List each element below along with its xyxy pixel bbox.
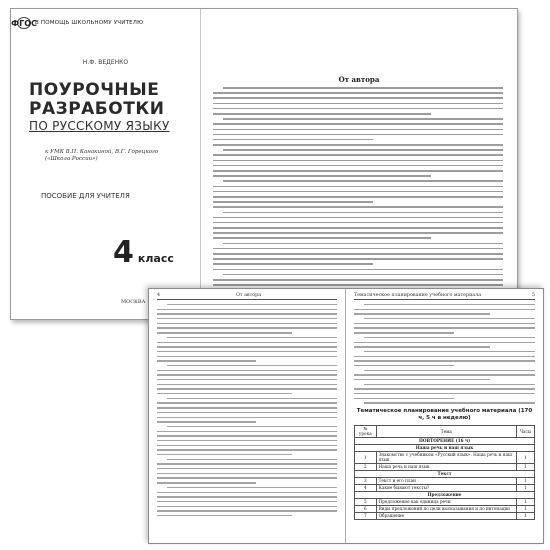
text-line <box>157 454 292 455</box>
inner-page-right <box>346 289 543 543</box>
book-spread-cover <box>10 8 518 320</box>
text-line <box>157 351 337 352</box>
page-number-left: 4 <box>157 293 161 298</box>
text-line <box>157 412 337 413</box>
text-line <box>223 274 503 276</box>
cover-subject: ПО РУССКОМУ ЯЗЫКУ <box>29 119 170 133</box>
text-line <box>167 459 337 460</box>
text-line <box>157 360 256 361</box>
series-title: В ПОМОЩЬ ШКОЛЬНОМУ УЧИТЕЛЮ <box>35 20 144 26</box>
lesson-number: 5 <box>355 498 377 505</box>
text-line <box>157 463 337 464</box>
text-line <box>213 201 373 203</box>
text-line <box>157 379 337 380</box>
text-line <box>354 393 535 394</box>
text-line <box>157 510 337 511</box>
header-topic: Тема <box>376 425 516 437</box>
text-line <box>157 417 337 418</box>
cover-title-line1: ПОУРОЧНЫЕ <box>29 80 160 100</box>
text-line <box>157 327 337 328</box>
text-line <box>167 398 337 399</box>
table-row <box>355 463 535 470</box>
text-line <box>354 313 490 314</box>
text-line <box>157 473 337 474</box>
text-line <box>213 222 503 224</box>
cover-grade <box>113 235 174 270</box>
section-title: ПОВТОРЕНИЕ (16 ч) <box>355 437 535 444</box>
lesson-topic: Знакомство с учебником «Русский язык». Наша речь и наш язык <box>376 451 516 463</box>
text-line <box>223 149 503 151</box>
text-line <box>157 482 256 483</box>
text-line <box>213 232 503 234</box>
lesson-topic: Обращение <box>376 512 516 519</box>
author-page-heading: От автора <box>338 75 380 84</box>
text-line <box>157 374 337 375</box>
text-line <box>364 370 535 371</box>
author-page <box>201 9 517 319</box>
text-line <box>213 103 503 105</box>
text-line <box>157 346 337 347</box>
cover-author: Н.Ф. ВЕДЕНКО <box>82 59 129 66</box>
author-page-body-text <box>213 87 503 315</box>
lesson-topic: Виды предложений по цели высказывания и по интонации <box>376 505 516 512</box>
text-line <box>213 170 503 172</box>
lesson-topic: Наша речь и наш язык <box>376 463 516 470</box>
text-line <box>213 129 503 131</box>
text-line <box>157 515 292 516</box>
table-section-row <box>355 470 535 477</box>
grade-number: 4 <box>113 235 134 270</box>
text-line <box>157 318 337 319</box>
text-line <box>157 431 337 432</box>
table-section-row <box>355 491 535 498</box>
text-line <box>213 196 503 198</box>
text-line <box>157 309 337 310</box>
text-line <box>354 360 535 361</box>
text-line <box>223 118 503 120</box>
table-row <box>355 484 535 491</box>
lesson-hours: 1 <box>517 484 535 491</box>
text-line <box>213 269 503 271</box>
text-line <box>354 309 535 310</box>
text-line <box>157 506 337 507</box>
text-line <box>167 487 337 488</box>
text-line <box>213 191 503 193</box>
text-line <box>157 313 337 314</box>
running-head-title-left: От автора <box>235 293 262 298</box>
text-line <box>157 501 337 502</box>
text-line <box>167 426 337 427</box>
text-line <box>213 92 503 94</box>
text-line <box>213 227 503 229</box>
text-line <box>157 421 256 422</box>
cover-title <box>29 81 189 119</box>
cover-audience: ПОСОБИЕ ДЛЯ УЧИТЕЛЯ <box>41 192 130 200</box>
section-title: Текст <box>355 470 535 477</box>
text-line <box>157 468 337 469</box>
cover-umk-note: к УМК В.П. Канакиной, В.Г. Горецкого («Школа России») <box>45 149 159 162</box>
table-row <box>355 505 535 512</box>
lesson-topic: Текст и его план <box>376 477 516 484</box>
inner-page-left <box>149 289 346 543</box>
text-line <box>157 440 337 441</box>
series-banner <box>11 17 195 29</box>
text-line <box>354 388 535 389</box>
lesson-number: 1 <box>355 451 377 463</box>
lesson-hours: 1 <box>517 498 535 505</box>
section-title: Наша речь и наш язык <box>355 444 535 451</box>
text-line <box>157 332 292 333</box>
book-cover <box>11 9 201 319</box>
text-line <box>157 393 292 394</box>
plan-title: Тематическое планирование учебного материала (170 ч, 5 ч в неделю) <box>356 407 533 421</box>
lesson-topic: Какие бывают тексты? <box>376 484 516 491</box>
publisher-city: МОСКВА <box>121 299 146 305</box>
text-line <box>223 87 503 89</box>
text-line <box>167 365 337 366</box>
text-line <box>213 284 503 286</box>
text-line <box>157 342 337 343</box>
lesson-hours: 1 <box>517 463 535 470</box>
text-line <box>354 365 454 366</box>
page-number-right: 5 <box>531 293 535 298</box>
text-line <box>157 496 337 497</box>
text-line <box>354 346 490 347</box>
text-line <box>354 332 454 333</box>
text-line <box>213 253 503 255</box>
fgos-logo-icon: ФГОС <box>11 18 37 28</box>
text-line <box>157 370 337 371</box>
text-line <box>157 445 337 446</box>
text-line <box>354 398 454 399</box>
text-line <box>213 108 503 110</box>
text-line <box>354 356 535 357</box>
text-line <box>354 323 535 324</box>
text-line <box>213 160 503 162</box>
table-row <box>355 477 535 484</box>
inner-right-body-text <box>354 304 535 404</box>
text-line <box>157 435 337 436</box>
book-spread-inner <box>148 288 544 544</box>
text-line <box>364 337 535 338</box>
text-line <box>364 304 535 305</box>
text-line <box>213 279 503 281</box>
text-line <box>167 304 337 305</box>
text-line <box>157 492 337 493</box>
text-line <box>354 374 535 375</box>
text-line <box>354 379 490 380</box>
text-line <box>157 388 337 389</box>
text-line <box>157 407 337 408</box>
section-title: Предложение <box>355 491 535 498</box>
text-line <box>213 248 503 250</box>
text-line <box>157 402 337 403</box>
text-line <box>213 175 431 177</box>
text-line <box>213 206 503 208</box>
text-line <box>157 449 337 450</box>
lesson-topic: Предложение как единица речи <box>376 498 516 505</box>
text-line <box>213 154 503 156</box>
text-line <box>213 186 503 188</box>
grade-word: класс <box>137 252 174 265</box>
text-line <box>157 477 337 478</box>
text-line <box>167 337 337 338</box>
lesson-number: 7 <box>355 512 377 519</box>
text-line <box>157 384 337 385</box>
text-line <box>157 356 337 357</box>
text-line <box>364 318 535 319</box>
text-line <box>223 243 503 245</box>
header-lesson-number: № урока <box>355 425 377 437</box>
table-row <box>355 451 535 463</box>
text-line <box>364 384 535 385</box>
table-row <box>355 512 535 519</box>
text-line <box>213 237 431 239</box>
text-line <box>213 97 503 99</box>
text-line <box>213 165 503 167</box>
lesson-hours: 1 <box>517 505 535 512</box>
plan-table <box>354 425 535 520</box>
table-section-row <box>355 437 535 444</box>
running-head-right <box>354 293 535 300</box>
header-hours: Часы <box>517 425 535 437</box>
text-line <box>354 327 535 328</box>
text-line <box>213 217 503 219</box>
lesson-hours: 1 <box>517 477 535 484</box>
text-line <box>213 123 503 125</box>
text-line <box>213 134 503 136</box>
text-line <box>213 258 503 260</box>
lesson-number: 6 <box>355 505 377 512</box>
text-line <box>223 212 503 214</box>
plan-table-header <box>355 425 535 437</box>
lesson-number: 3 <box>355 477 377 484</box>
text-line <box>213 263 373 265</box>
text-line <box>213 139 373 141</box>
text-line <box>223 180 503 182</box>
text-line <box>213 144 503 146</box>
lesson-number: 2 <box>355 463 377 470</box>
text-line <box>354 342 535 343</box>
text-line <box>213 113 431 115</box>
running-head-left <box>157 293 337 300</box>
text-line <box>157 323 337 324</box>
lesson-hours: 1 <box>517 512 535 519</box>
text-line <box>364 351 535 352</box>
lesson-number: 4 <box>355 484 377 491</box>
inner-left-body-text <box>157 304 337 516</box>
lesson-hours: 1 <box>517 451 535 463</box>
text-line <box>364 402 535 403</box>
table-section-row <box>355 444 535 451</box>
cover-title-line2: РАЗРАБОТКИ <box>29 99 165 119</box>
table-row <box>355 498 535 505</box>
running-head-title-right: Тематическое планирование учебного материала <box>354 293 482 298</box>
